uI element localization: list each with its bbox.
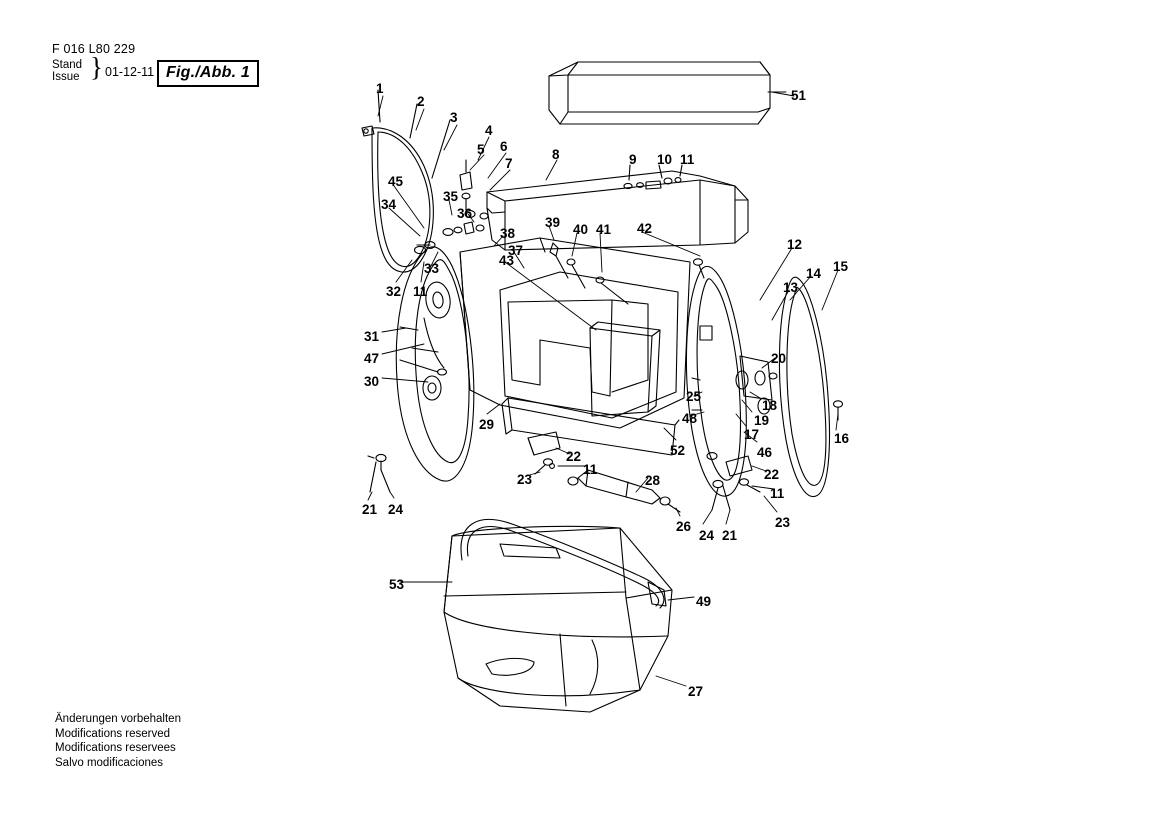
callout-number-4: 4 [485,123,493,138]
callout-number-23: 23 [517,472,533,487]
callout-number-17: 17 [744,427,760,442]
callout-number-8: 8 [552,147,560,162]
callout-number-15: 15 [833,259,849,274]
callout-number-37: 37 [508,243,524,258]
callout-number-6: 6 [500,139,508,154]
callout-number-22: 22 [764,467,780,482]
callout-number-3: 3 [450,110,458,125]
callout-number-52: 52 [670,443,686,458]
callout-number-33: 33 [424,261,440,276]
issue-label: Issue [52,71,80,83]
brace-glyph: } [90,52,103,82]
callout-number-5: 5 [477,142,485,157]
callout-number-30: 30 [364,374,380,389]
callout-number-35: 35 [443,189,459,204]
callout-number-22: 22 [566,449,582,464]
callout-number-19: 19 [754,413,770,428]
callout-number-32: 32 [386,284,402,299]
callout-number-47: 47 [364,351,380,366]
leader-lines [368,92,838,686]
footnote-en: Modifications reserved [55,727,171,740]
callout-number-21: 21 [362,502,378,517]
callout-number-53: 53 [389,577,405,592]
callout-number-20: 20 [771,351,787,366]
callout-number-26: 26 [676,519,692,534]
part-top-cover [549,62,770,124]
part-right-hardware [692,378,760,510]
callout-number-11: 11 [583,462,598,477]
footnote-es: Salvo modificaciones [55,756,164,769]
part-main-housing [487,171,748,250]
part-left-small-hardware [368,454,390,492]
callout-number-25: 25 [686,389,702,404]
callout-number-42: 42 [637,221,653,236]
callout-number-41: 41 [596,222,612,237]
callout-number-14: 14 [806,266,822,281]
revision-date: 01-12-11 [105,65,155,79]
callout-number-12: 12 [787,237,803,252]
callout-number-39: 39 [545,215,561,230]
callout-number-10: 10 [657,152,673,167]
callout-number-38: 38 [500,226,516,241]
footnote-de: Änderungen vorbehalten [55,713,181,725]
part-grass-bag [444,520,672,713]
callout-number-51: 51 [791,88,807,103]
callout-number-48: 48 [682,411,698,426]
callout-number-31: 31 [364,329,380,344]
callout-number-2: 2 [417,94,425,109]
callout-number-18: 18 [762,398,778,413]
callout-number-11: 11 [770,486,785,501]
part-bracket-left [528,432,560,474]
callout-number-46: 46 [757,445,773,460]
callout-number-34: 34 [381,197,397,212]
callout-number-36: 36 [457,206,473,221]
callout-number-28: 28 [645,473,661,488]
callout-number-29: 29 [479,417,495,432]
callout-number-23: 23 [775,515,791,530]
callout-number-49: 49 [696,594,712,609]
callout-number-13: 13 [783,280,799,295]
footnote-fr: Modifications reservees [55,742,176,755]
callout-number-1: 1 [376,81,384,96]
callout-number-11: 11 [680,152,695,167]
part-number: F 016 L80 229 [52,42,136,56]
part-inner-chute [590,322,660,416]
callout-number-45: 45 [388,174,404,189]
callout-number-27: 27 [688,684,704,699]
callout-number-16: 16 [834,431,850,446]
part-front-flap [502,398,679,455]
part-right-disc-assembly [686,266,842,496]
callout-number-24: 24 [699,528,715,543]
part-cable-loop [362,90,450,272]
callout-number-43: 43 [499,253,515,268]
callout-number-11: 11 [413,284,428,299]
callout-number-40: 40 [573,222,589,237]
callout-number-21: 21 [722,528,738,543]
figure-label: Fig./Abb. 1 [157,60,259,87]
stand-label: Stand [52,59,83,71]
callout-number-9: 9 [629,152,637,167]
callout-number-24: 24 [388,502,404,517]
callout-number-7: 7 [505,156,513,171]
